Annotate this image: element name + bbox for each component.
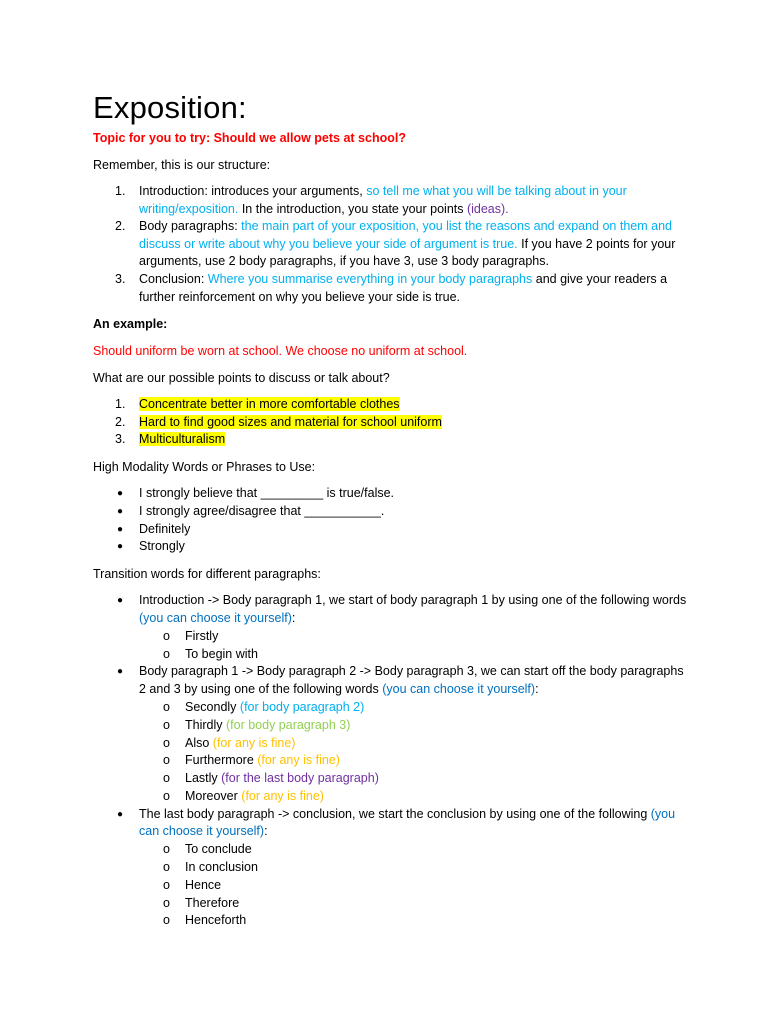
- list-number: 2.: [115, 219, 126, 234]
- hollow-circle-bullet-icon: o: [163, 628, 170, 643]
- topic-line: Topic for you to try: Should we allow pets at school?: [93, 131, 406, 145]
- modality-phrase: Definitely: [139, 521, 191, 536]
- modality-phrase: I strongly believe that _________ is true/false.: [139, 485, 395, 500]
- list-item: [93, 503, 688, 521]
- hollow-circle-bullet-icon: o: [163, 788, 170, 803]
- hollow-circle-bullet-icon: o: [163, 735, 170, 750]
- transition-text: Body paragraph 1 -> Body paragraph 2 -> Body paragraph 3, we can start off the body paragraphs 2 and 3 by using one of the following words: [139, 664, 684, 697]
- structure-item-body: [93, 218, 688, 271]
- highlighted-point: Concentrate better in more comfortable clothes: [139, 397, 400, 412]
- hollow-circle-bullet-icon: o: [163, 913, 170, 928]
- transition-word: To conclude: [185, 842, 252, 857]
- hollow-circle-bullet-icon: o: [163, 753, 170, 768]
- transition-word: Also: [185, 735, 213, 750]
- transition-word: Hence: [185, 877, 222, 892]
- list-number: 1.: [115, 184, 126, 198]
- structure-text: Introduction: introduces your arguments,: [139, 184, 367, 198]
- list-number: 1.: [115, 397, 126, 412]
- hollow-circle-bullet-icon: o: [163, 860, 170, 875]
- transition-note: (you can choose it yourself): [382, 682, 536, 697]
- structure-item-introduction: [93, 183, 688, 218]
- filled-circle-bullet-icon: ●: [117, 505, 124, 517]
- list-item: [93, 521, 688, 539]
- transition-word: Lastly: [185, 771, 222, 786]
- transition-note: (you can choose it yourself): [139, 806, 676, 839]
- list-item: [93, 895, 688, 913]
- filled-circle-bullet-icon: ●: [117, 541, 124, 553]
- transition-heading: Transition words for different paragraphs:: [93, 567, 321, 582]
- transition-word: Furthermore: [185, 753, 258, 768]
- example-statement: Should uniform be worn at school. We choose no uniform at school.: [93, 344, 468, 359]
- transition-word-note: (for the last body paragraph): [221, 771, 379, 786]
- transition-word: Moreover: [185, 788, 242, 803]
- modality-heading: High Modality Words or Phrases to Use:: [93, 459, 316, 474]
- filled-circle-bullet-icon: ●: [117, 523, 124, 535]
- modality-phrase: Strongly: [139, 539, 185, 554]
- transition-word: Therefore: [185, 895, 240, 910]
- list-item: [93, 699, 688, 717]
- transition-list: [93, 592, 688, 930]
- transition-tail: :: [264, 824, 268, 839]
- highlighted-point: Multiculturalism: [139, 432, 226, 447]
- highlighted-point: Hard to find good sizes and material for school uniform: [139, 414, 442, 429]
- transition-words-conclusion: [139, 841, 688, 930]
- hollow-circle-bullet-icon: o: [163, 646, 170, 661]
- transition-word: In conclusion: [185, 860, 258, 875]
- list-item: [93, 538, 688, 556]
- transition-tail: :: [291, 610, 296, 625]
- list-item: [93, 717, 688, 735]
- filled-circle-bullet-icon: ●: [117, 595, 124, 607]
- remember-line: Remember, this is our structure:: [93, 158, 271, 172]
- structure-note: (ideas).: [466, 201, 509, 216]
- structure-explanation: the main part of your exposition, you list the reasons and expand on them and discuss or write about why you believe your side of argument is true.: [139, 219, 672, 251]
- list-item: [93, 628, 688, 646]
- transition-word-note: (for any is fine): [257, 753, 340, 768]
- filled-circle-bullet-icon: ●: [117, 487, 124, 499]
- transition-tail: :: [535, 682, 539, 697]
- transition-words-intro: [139, 628, 688, 664]
- list-item: [93, 859, 688, 877]
- transition-note: (you can choose it yourself): [139, 610, 292, 625]
- list-item: [93, 788, 688, 806]
- transition-text: The last body paragraph -> conclusion, we start the conclusion by using one of the following: [139, 806, 651, 821]
- points-list: [93, 396, 688, 449]
- filled-circle-bullet-icon: ●: [117, 666, 124, 678]
- transition-word: Thirdly: [185, 717, 226, 732]
- transition-word-note: (for any is fine): [212, 735, 296, 750]
- structure-list: [93, 183, 688, 306]
- modality-phrase: I strongly agree/disagree that ___________.: [139, 503, 385, 518]
- transition-word: To begin with: [185, 646, 258, 661]
- transition-word: Secondly: [185, 699, 240, 714]
- transition-item-body: [93, 663, 688, 805]
- list-number: 3.: [115, 432, 126, 447]
- transition-word-note: (for body paragraph 3): [225, 717, 351, 732]
- transition-word-note: (for any is fine): [241, 788, 324, 803]
- structure-text: Conclusion:: [139, 271, 208, 286]
- structure-text: If you have 2 points for your arguments, use 2 body paragraphs, if you have 3, use 3 body paragraphs.: [139, 236, 676, 269]
- list-item: [93, 414, 688, 432]
- transition-text: Introduction -> Body paragraph 1, we start of body paragraph 1 by using one of the following words: [139, 593, 687, 608]
- transition-item-conclusion: [93, 806, 688, 931]
- list-item: [93, 877, 688, 895]
- list-number: 2.: [115, 414, 126, 429]
- hollow-circle-bullet-icon: o: [163, 771, 170, 786]
- points-question: What are our possible points to discuss or talk about?: [93, 371, 390, 386]
- list-number: 3.: [115, 271, 126, 286]
- list-item: [93, 485, 688, 503]
- list-item: [93, 841, 688, 859]
- structure-explanation: Where you summarise everything in your body paragraphs: [207, 271, 533, 286]
- list-item: [93, 912, 688, 930]
- hollow-circle-bullet-icon: o: [163, 717, 170, 732]
- hollow-circle-bullet-icon: o: [163, 842, 170, 857]
- filled-circle-bullet-icon: ●: [117, 808, 124, 820]
- structure-explanation: so tell me what you will be talking about in your writing/exposition.: [139, 184, 627, 216]
- structure-text: Body paragraphs:: [139, 219, 242, 234]
- page-title: Exposition:: [93, 90, 247, 125]
- structure-item-conclusion: [93, 271, 688, 306]
- modality-list: [93, 485, 688, 556]
- structure-text: and give your readers a further reinforcement on why you believe your side is true.: [139, 271, 668, 304]
- list-item: [93, 752, 688, 770]
- transition-word-note: (for body paragraph 2): [239, 699, 365, 714]
- list-item: [93, 735, 688, 753]
- hollow-circle-bullet-icon: o: [163, 877, 170, 892]
- list-item: [93, 431, 688, 449]
- list-item: [93, 770, 688, 788]
- transition-word: Firstly: [185, 628, 219, 643]
- list-item: [93, 646, 688, 664]
- transition-item-intro: [93, 592, 688, 663]
- transition-words-body: [139, 699, 688, 806]
- list-item: [93, 396, 688, 414]
- example-heading: An example:: [93, 317, 168, 332]
- hollow-circle-bullet-icon: o: [163, 699, 170, 714]
- hollow-circle-bullet-icon: o: [163, 895, 170, 910]
- transition-word: Henceforth: [185, 913, 247, 928]
- structure-text: In the introduction, you state your points: [238, 201, 467, 216]
